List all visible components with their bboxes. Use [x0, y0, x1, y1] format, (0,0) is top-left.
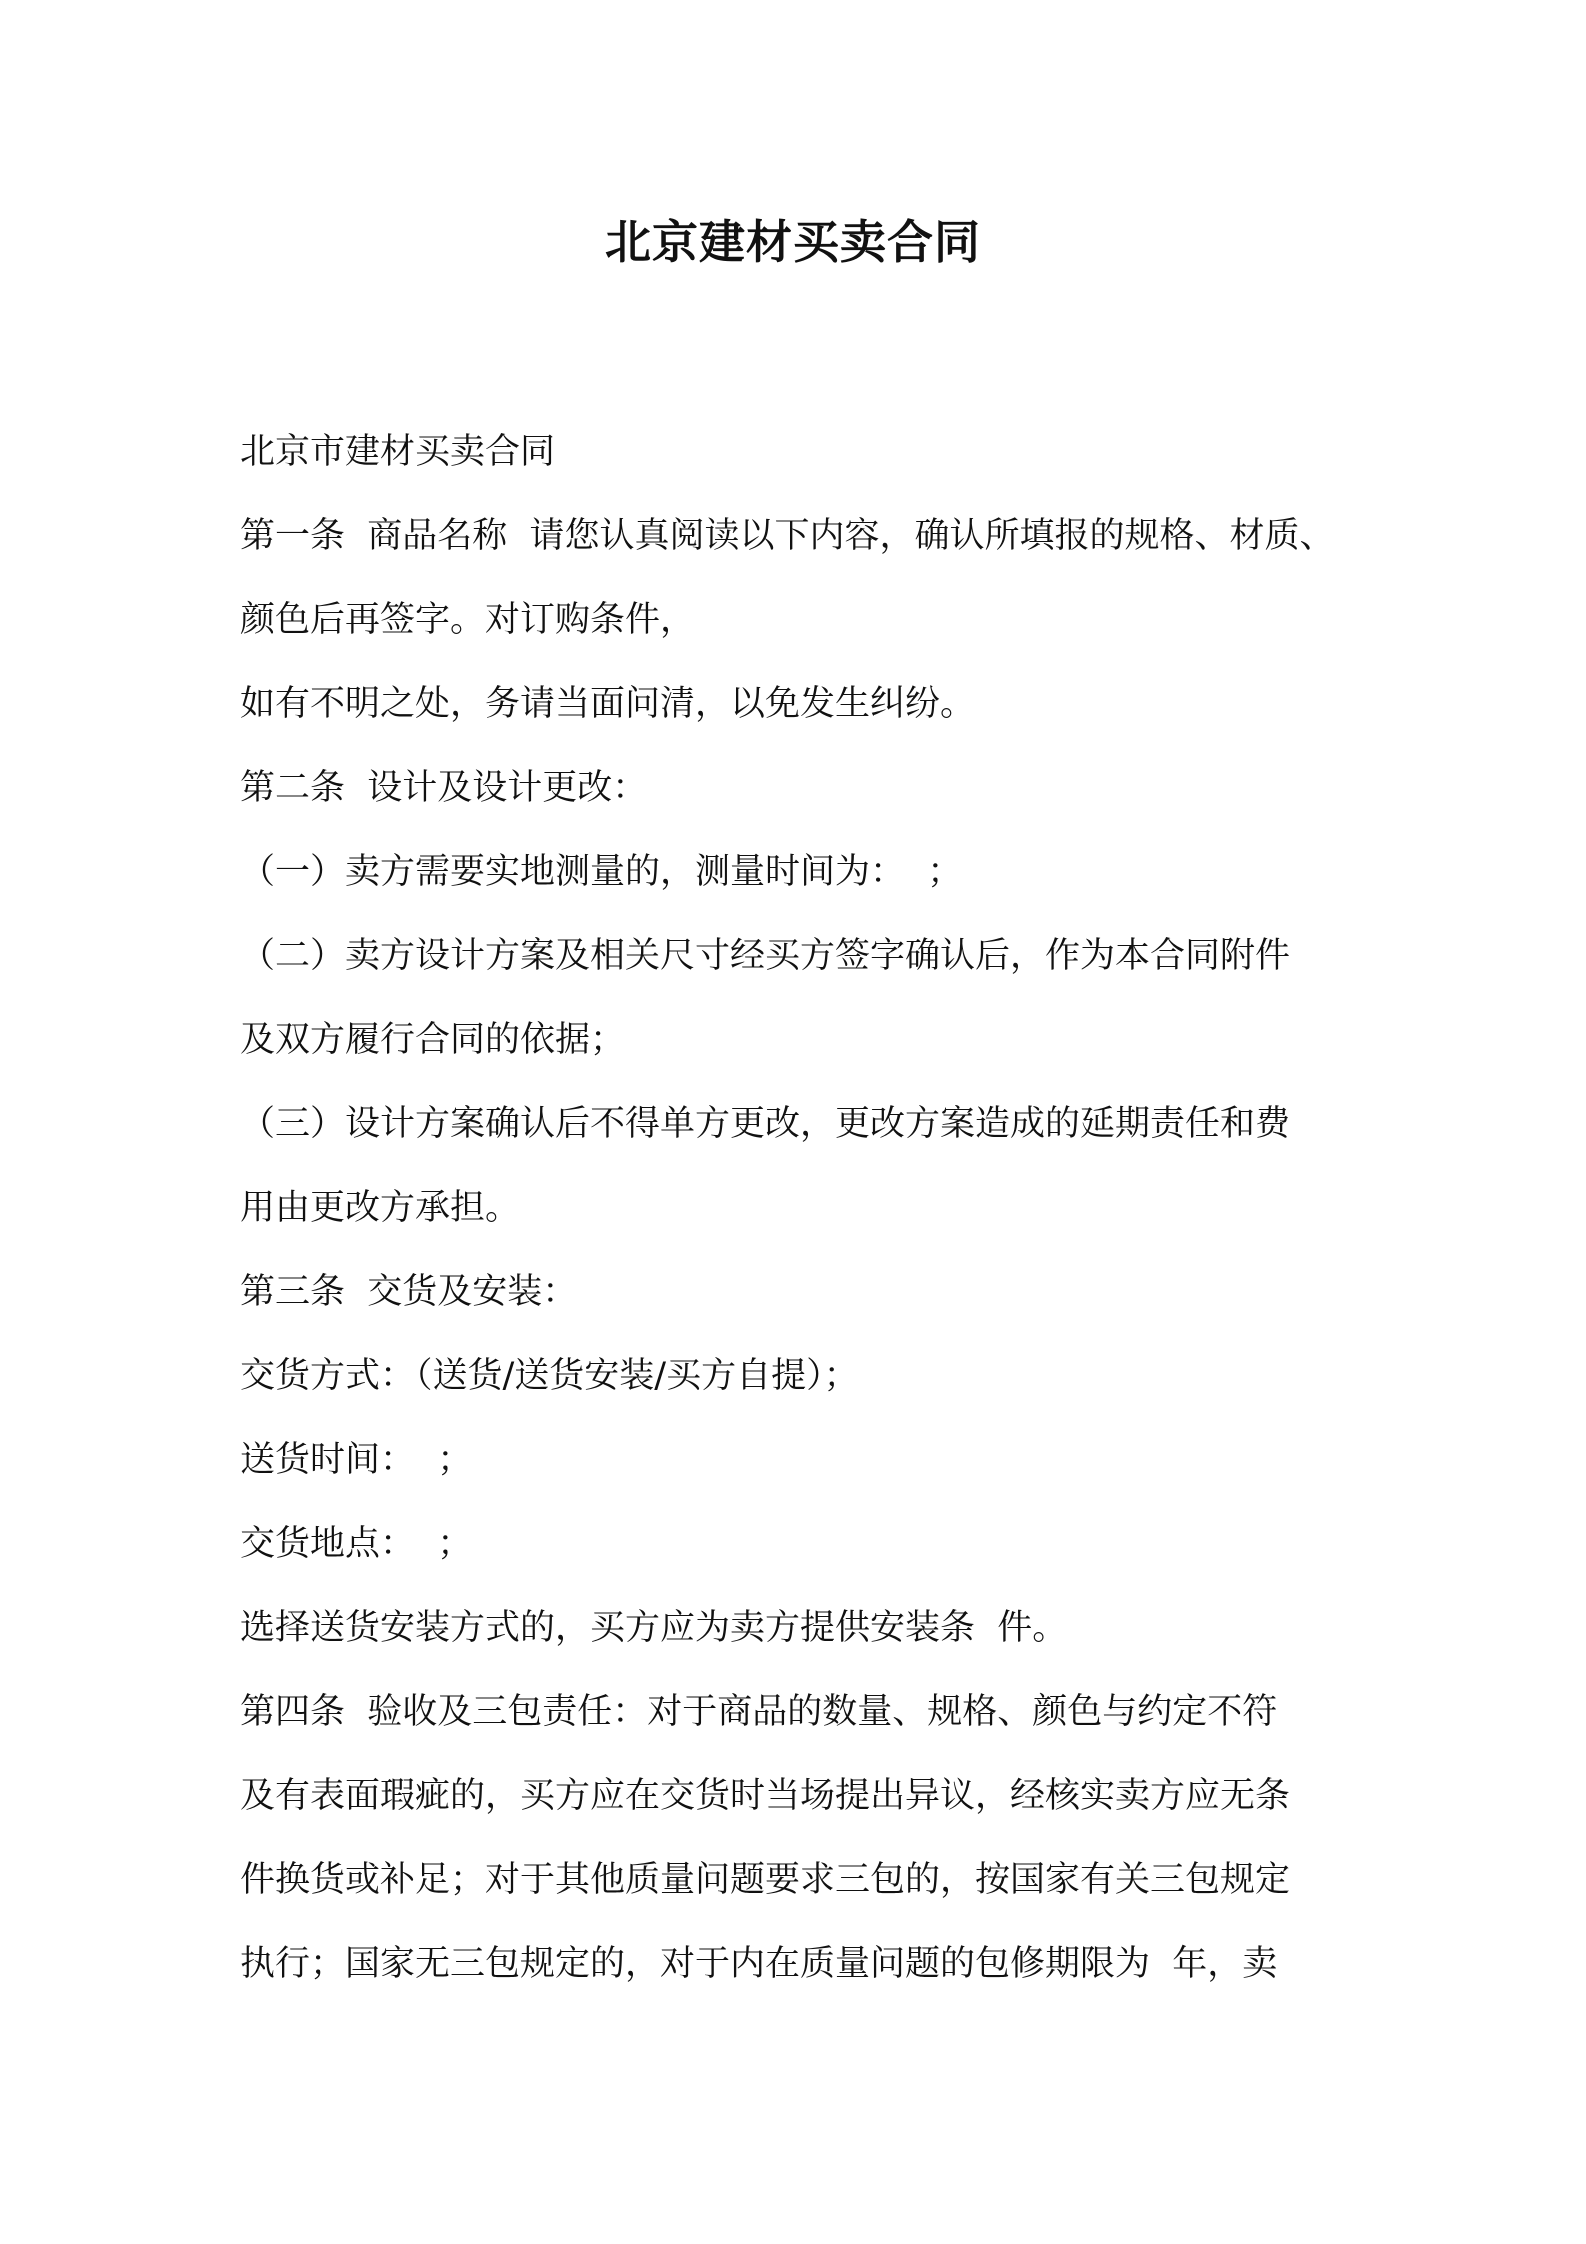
- text-line: 选择送货安装方式的，买方应为卖方提供安装条 件。: [240, 1608, 1068, 1648]
- text-line: 件换货或补足；对于其他质量问题要求三包的，按国家有关三包规定: [240, 1860, 1291, 1900]
- text-line: 如有不明之处，务请当面问清，以免发生纠纷。: [240, 684, 976, 724]
- article-4-heading-line: 第四条 验收及三包责任：对于商品的数量、规格、颜色与约定不符: [240, 1692, 1278, 1732]
- article-1-heading-line: 第一条 商品名称 请您认真阅读以下内容，确认所填报的规格、材质、: [240, 516, 1335, 556]
- text-line: 及有表面瑕疵的，买方应在交货时当场提出异议，经核实卖方应无条: [240, 1776, 1291, 1816]
- clause-2-line: （二）卖方设计方案及相关尺寸经买方签字确认后，作为本合同附件: [240, 936, 1291, 976]
- subtitle-line: 北京市建材买卖合同: [240, 432, 556, 472]
- article-2-heading-line: 第二条 设计及设计更改：: [240, 768, 648, 808]
- article-3-heading-line: 第三条 交货及安装：: [240, 1272, 578, 1312]
- document-title: 北京建材买卖合同: [605, 215, 981, 269]
- text-line: 用由更改方承担。: [240, 1188, 521, 1228]
- document-body: [240, 410, 1355, 2006]
- clause-1-line: （一）卖方需要实地测量的，测量时间为： ；: [240, 852, 963, 892]
- text-line: 执行；国家无三包规定的，对于内在质量问题的包修期限为 年，卖: [240, 1944, 1278, 1984]
- clause-3-line: （三）设计方案确认后不得单方更改，更改方案造成的延期责任和费: [240, 1104, 1291, 1144]
- delivery-place-line: 交货地点： ；: [240, 1524, 473, 1564]
- delivery-time-line: 送货时间： ；: [240, 1440, 473, 1480]
- text-line: 颜色后再签字。对订购条件，: [240, 600, 696, 640]
- delivery-method-line: 交货方式：（送货/送货安装/买方自提）；: [240, 1356, 859, 1396]
- text-line: 及双方履行合同的依据；: [240, 1020, 626, 1060]
